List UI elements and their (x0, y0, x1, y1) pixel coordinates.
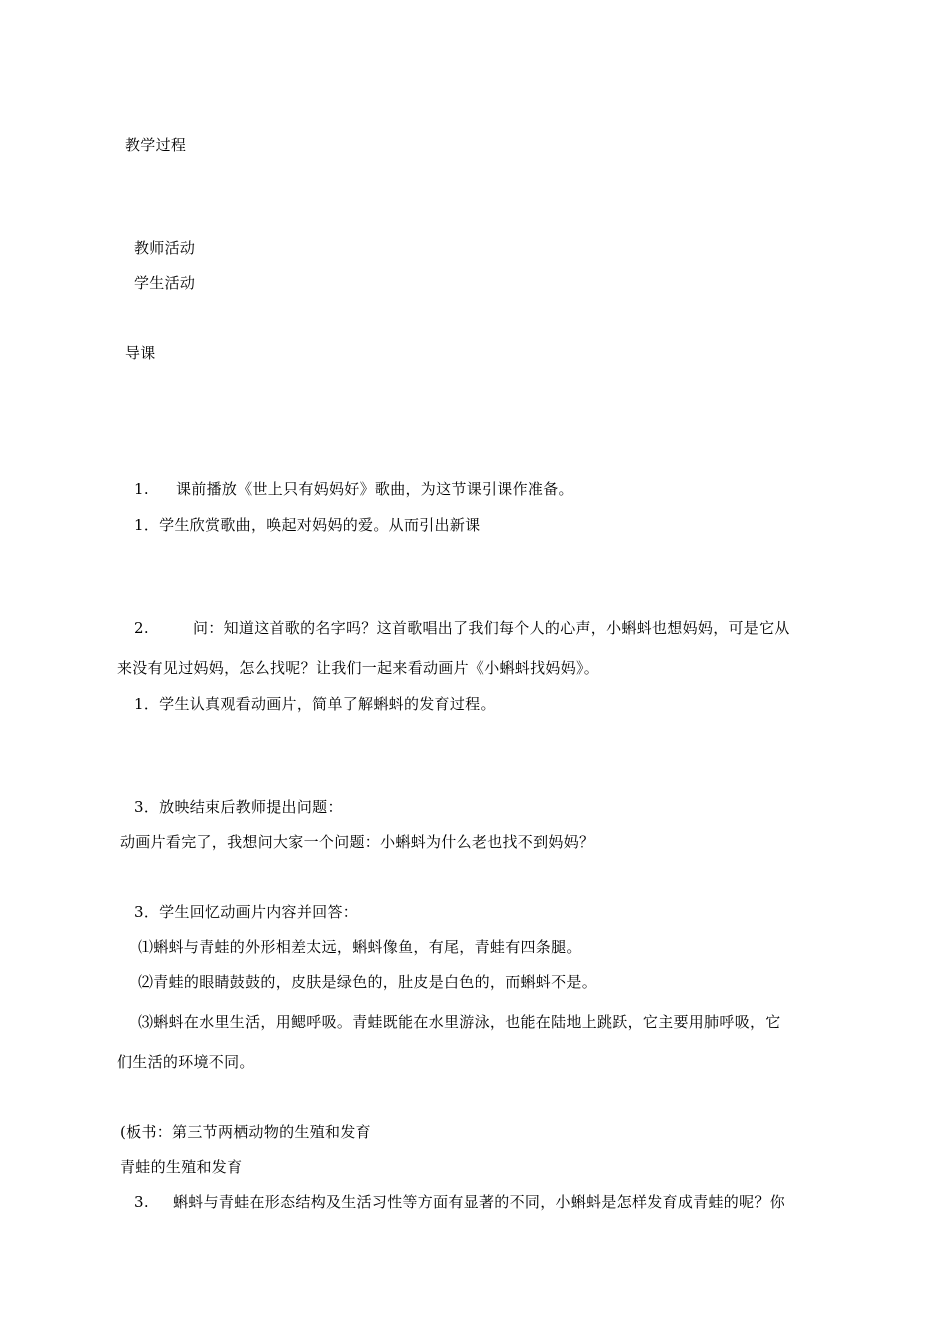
student-answer-3-line-1: ⑶蝌蚪在水里生活，用鳃呼吸。青蛙既能在水里游泳，也能在陆地上跳跃，它主要用肺呼吸，它 (138, 1013, 781, 1031)
teacher-step-3: 3．放映结束后教师提出问题： (134, 798, 343, 816)
teacher-step-3-question: 动画片看完了，我想问大家一个问题：小蝌蚪为什么老也找不到妈妈？ (120, 833, 595, 851)
teacher-step-4-text: 蝌蚪与青蛙在形态结构及生活习性等方面有显著的不同，小蝌蚪是怎样发育成青蛙的呢？你 (173, 1193, 786, 1211)
section-lead-in: 导课 (125, 344, 156, 362)
column-teacher-activity: 教师活动 (134, 239, 196, 257)
teacher-step-2-line-1 (134, 618, 790, 638)
student-step-3: 3．学生回忆动画片内容并回答： (134, 903, 359, 921)
teacher-step-1 (134, 479, 574, 499)
board-note-subtitle: 青蛙的生殖和发育 (120, 1158, 243, 1176)
student-answer-2: ⑵青蛙的眼睛鼓鼓的，皮肤是绿色的，肚皮是白色的，而蝌蚪不是。 (138, 973, 598, 991)
teacher-step-4 (134, 1192, 785, 1212)
student-answer-1: ⑴蝌蚪与青蛙的外形相差太远，蝌蚪像鱼，有尾，青蛙有四条腿。 (138, 938, 582, 956)
student-step-2: 1．学生认真观看动画片，简单了解蝌蚪的发育过程。 (134, 695, 496, 713)
student-answer-3-line-2: 们生活的环境不同。 (117, 1053, 255, 1071)
heading-teaching-process: 教学过程 (125, 136, 187, 154)
column-student-activity: 学生活动 (134, 274, 196, 292)
teacher-step-1-text: 课前播放《世上只有妈妈好》歌曲，为这节课引课作准备。 (176, 480, 574, 498)
teacher-step-2-line-2: 来没有见过妈妈，怎么找呢？让我们一起来看动画片《小蝌蚪找妈妈》。 (117, 659, 600, 677)
student-step-1: 1．学生欣赏歌曲，唤起对妈妈的爱。从而引出新课 (134, 516, 481, 534)
teacher-step-2-text: 问：知道这首歌的名字吗？这首歌唱出了我们每个人的心声，小蝌蚪也想妈妈，可是它从 (193, 619, 790, 637)
teacher-step-2-number: 2. (134, 619, 149, 637)
board-note-title: (板书：第三节两栖动物的生殖和发育 (120, 1123, 371, 1141)
teacher-step-1-number: 1. (134, 480, 149, 498)
teacher-step-4-number: 3. (134, 1193, 149, 1211)
